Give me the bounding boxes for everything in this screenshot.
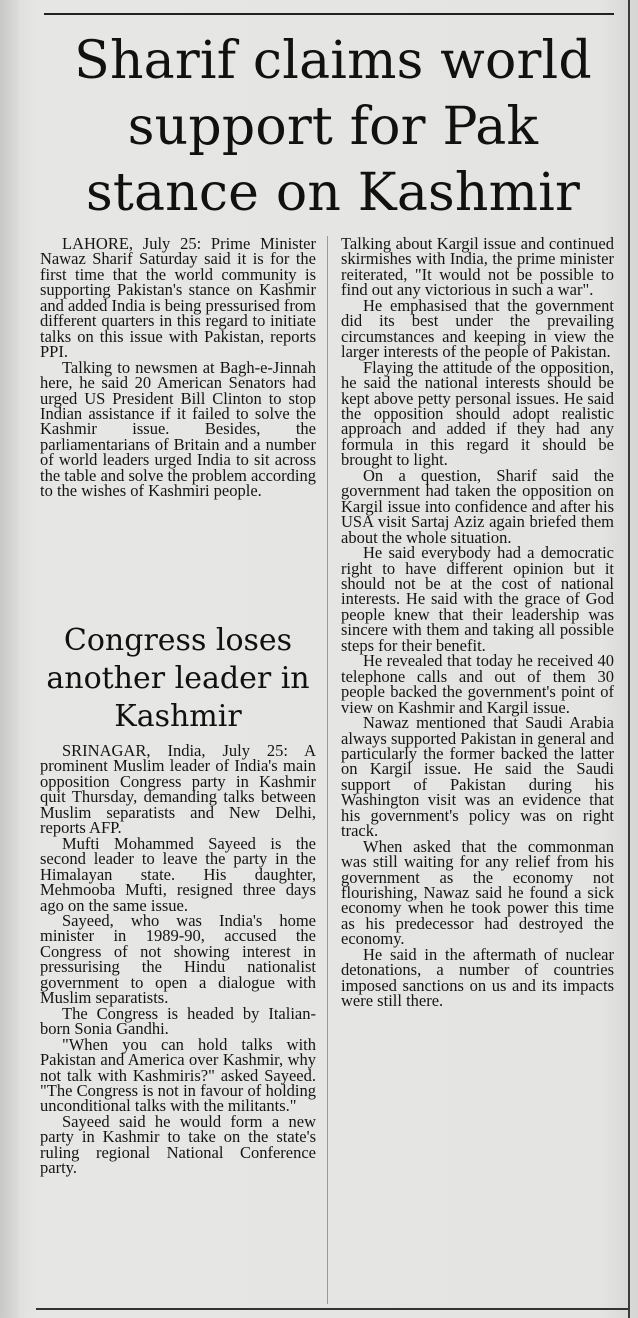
main-headline: Sharif claims world support for Pak stance on Kashmir (74, 31, 592, 223)
sidebar-article-paragraph: SRINAGAR, India, July 25: A prominent Muslim leader of India's main opposition Congress party in Kashmir quit Thursday, demanding talks between Muslim separatists and New Delhi, reports AFP. (40, 741, 316, 838)
bottom-rule (36, 1308, 628, 1310)
main-article-paragraph: Talking about Kargil issue and continued skirmishes with India, the prime minister reiterated, "It would not be possible to find out any victorious in such a war". (341, 234, 614, 300)
sidebar-article-paragraph: Sayeed, who was India's home minister in 1989-90, accused the Congress of not showing interest in pressurising the Hindu nationalist government to open a dialogue with Muslim separatists. (40, 910, 316, 1008)
sidebar-article-paragraph: The Congress is headed by Italian-born Sonia Gandhi. (40, 1003, 316, 1039)
main-article-paragraph: He revealed that today he received 40 telephone calls and out of them 30 people backed the government's point of view on Kashmir and Kargil issue. (341, 651, 614, 717)
top-rule (44, 13, 614, 15)
sidebar-article-paragraph: Mufti Mohammed Sayeed is the second leader to leave the party in the Himalayan state. His daughter, Mehmooba Mufti, resigned three days ago on the same issue. (40, 833, 316, 915)
sidebar-article-column (40, 743, 316, 1176)
main-article-right-column (341, 236, 614, 1009)
main-article-paragraph: He said everybody had a democratic right to have different opinion but it should not be at the cost of national interests. He said with the grace of God people knew that their leadership was sincere with them and taking all possible steps for their benefit. (341, 543, 614, 655)
main-article-paragraph: Talking to newsmen at Bagh-e-Jinnah here, he said 20 American Senators had urged US President Bill Clinton to stop Indian assistance if it failed to solve the Kashmir issue. Besides, the parliamentarians of Britain and a number of world leaders urged India to sit across the table and solve the problem according to the wishes of Kashmiri people. (40, 357, 316, 501)
main-article-paragraph: On a question, Sharif said the government had taken the opposition on Kargil issue into confidence and after his USA visit Sartaj Aziz again briefed them about the whole situation. (341, 465, 614, 547)
column-divider (327, 236, 328, 1304)
main-article-paragraph: He emphasised that the government did its best under the prevailing circumstances and keeping in view the larger interests of the people of Pakistan. (341, 295, 614, 362)
main-article-paragraph: Nawaz mentioned that Saudi Arabia always supported Pakistan in general and particularly the former backed the latter on Kargil issue. He said the Saudi support of Pakistan during his Washington visit was an evidence that his government's policy was on right track. (341, 713, 614, 841)
main-article-paragraph: He said in the aftermath of nuclear detonations, a number of countries imposed sanctions on us and its impacts were still there. (341, 944, 614, 1011)
page-edge-shadow (0, 0, 22, 1318)
right-column-rule (628, 0, 630, 1318)
sidebar-headline: Congress loses another leader in Kashmir (46, 623, 310, 734)
main-article-paragraph: When asked that the commonman was still waiting for any relief from his government as the economy not flourishing, Nawaz said he found a sick economy when he took power this time as his predecessor had destroyed the economy. (341, 836, 614, 949)
main-article-paragraph: Flaying the attitude of the opposition, he said the national interests should be kept above petty personal issues. He said the opposition should adopt realistic approach and added if they had any formula in this regard it should be brought to light. (341, 357, 614, 470)
main-article-left-column (40, 236, 316, 499)
main-article-paragraph: LAHORE, July 25: Prime Minister Nawaz Sharif Saturday said it is for the first time that the world community is supporting Pakistan's stance on Kashmir and added India is being pressurised from different quarters in this regard to initiate talks on this issue with Pakistan, reports PPI. (40, 234, 316, 362)
sidebar-article-paragraph: "When you can hold talks with Pakistan and America over Kashmir, why not talk with Kashmiris?" asked Sayeed. "The Congress is not in favour of holding unconditional talks with the militants." (40, 1034, 316, 1116)
sidebar-article-paragraph: Sayeed said he would form a new party in Kashmir to take on the state's ruling regional National Conference party. (40, 1111, 316, 1178)
